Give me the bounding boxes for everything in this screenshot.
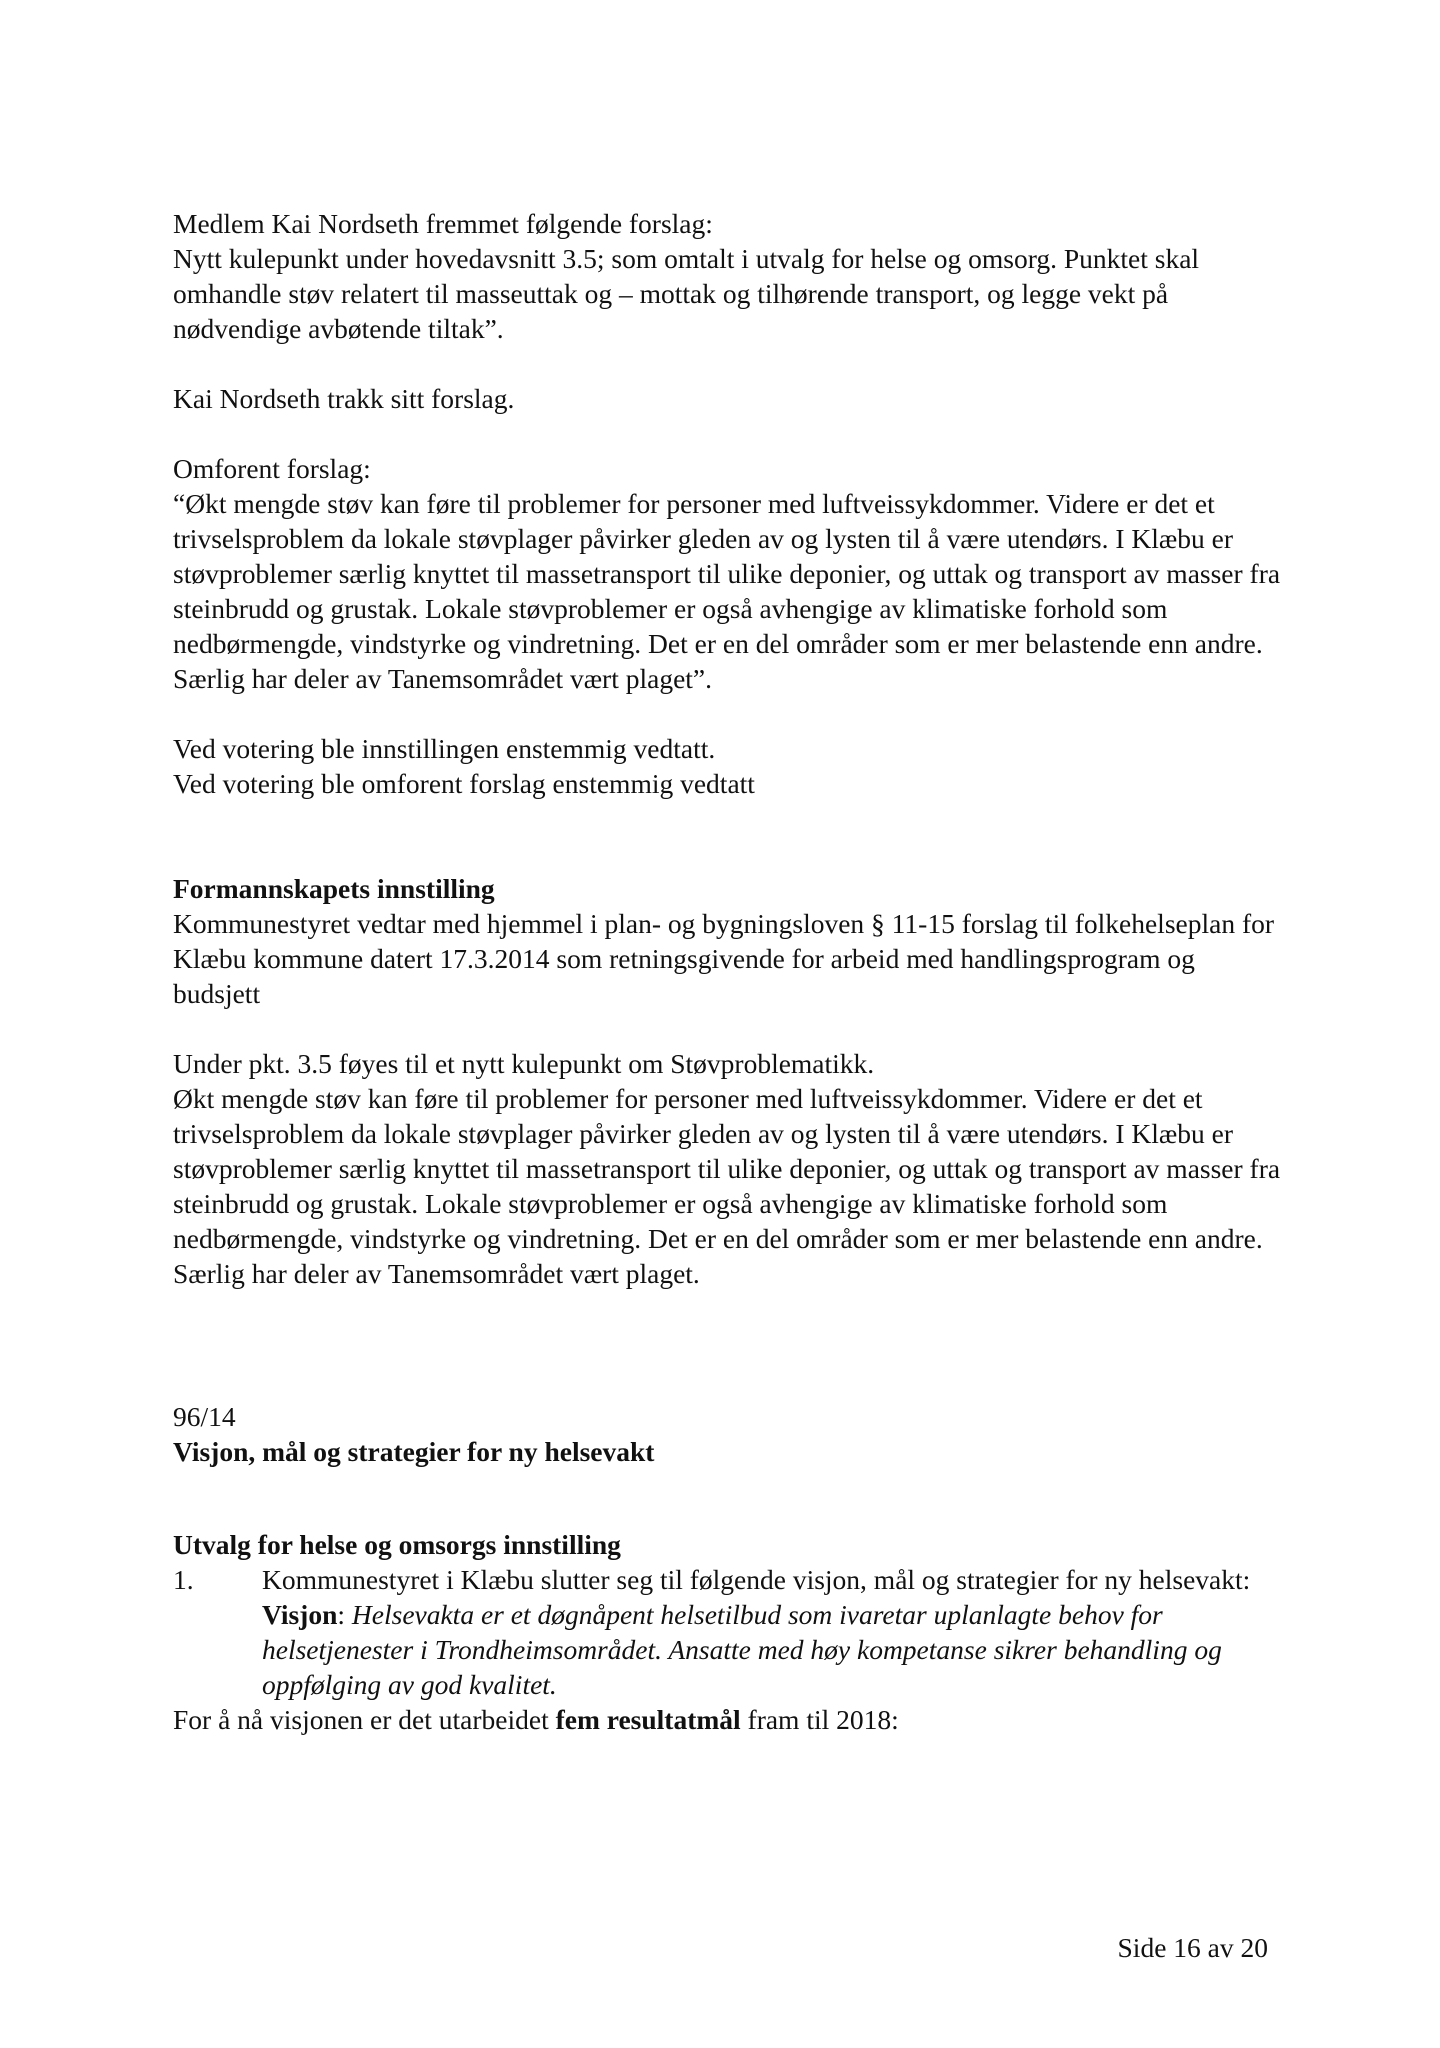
item-text: Kommunestyret i Klæbu slutter seg til følgende visjon, mål og strategier for ny helsevakt: [262, 1564, 1251, 1595]
vision-paragraph [262, 1597, 1288, 1702]
item-body [262, 1562, 1288, 1702]
case-number: 96/14 [173, 1401, 236, 1432]
goals-suffix: fram til 2018: [740, 1704, 899, 1735]
agreed-proposal-heading: Omforent forslag: [173, 453, 371, 484]
vision-label: Visjon [262, 1599, 338, 1630]
proposal-withdrawn: Kai Nordseth trakk sitt forslag. [173, 383, 515, 414]
addition-intro: Under pkt. 3.5 føyes til et nytt kulepunkt om Støvproblematikk. [173, 1048, 875, 1079]
document-body [173, 206, 1288, 1737]
vision-colon: : [337, 1599, 352, 1630]
goals-line [173, 1702, 1288, 1737]
formannskap-text: Kommunestyret vedtar med hjemmel i plan- og bygningsloven § 11-15 forslag til folkehelseplan for Klæbu kommune datert 17.3.2014 som retningsgivende for arbeid med handlingsprogram og budsjett [173, 908, 1275, 1009]
agreed-proposal-text: “Økt mengde støv kan føre til problemer for personer med luftveissykdommer. Videre er det et trivselsproblem da lokale støvplager påvirker gleden av og lysten til å være utendørs. I Klæbu er støvproblemer særlig knyttet til massetransport til ulike deponier, og uttak og transport av masser fra steinbrudd og grustak. Lokale støvproblemer er også avhengige av klimatiske forhold som nedbørmengde, vindstyrke og vindretning. Det er en del områder som er mer belastende enn andre. Særlig har deler av Tanemsområdet vært plaget”. [173, 488, 1281, 694]
vote-result-1: Ved votering ble innstillingen enstemmig vedtatt. [173, 733, 716, 764]
proposal-intro: Medlem Kai Nordseth fremmet følgende forslag: [173, 208, 713, 239]
page-number: Side 16 av 20 [1117, 1932, 1268, 1963]
addition-text: Økt mengde støv kan føre til problemer for personer med luftveissykdommer. Videre er det et trivselsproblem da lokale støvplager påvirker gleden av og lysten til å være utendørs. I Klæbu er støvproblemer særlig knyttet til massetransport til ulike deponier, og uttak og transport av masser fra steinbrudd og grustak. Lokale støvproblemer er også avhengige av klimatiske forhold som nedbørmengde, vindstyrke og vindretning. Det er en del områder som er mer belastende enn andre. Særlig har deler av Tanemsområdet vært plaget. [173, 1083, 1281, 1289]
item-number: 1. [173, 1564, 194, 1595]
case-title: Visjon, mål og strategier for ny helsevakt [173, 1436, 655, 1467]
numbered-item [173, 1562, 1288, 1702]
goals-bold: fem resultatmål [555, 1704, 741, 1735]
vision-text: Helsevakta er et døgnåpent helsetilbud som ivaretar uplanlagte behov for helsetjenester i Trondheimsområdet. Ansatte med høy kompetanse sikrer behandling og oppfølging av god kvalitet. [262, 1599, 1222, 1700]
proposal-text: Nytt kulepunkt under hovedavsnitt 3.5; som omtalt i utvalg for helse og omsorg. Punktet skal omhandle støv relatert til masseuttak og – mottak og tilhørende transport, og legge vekt på nødvendige avbøtende tiltak”. [173, 243, 1200, 344]
vote-result-2: Ved votering ble omforent forslag enstemmig vedtatt [173, 768, 755, 799]
goals-prefix: For å nå visjonen er det utarbeidet [173, 1704, 556, 1735]
formannskap-heading: Formannskapets innstilling [173, 873, 495, 904]
utvalg-heading: Utvalg for helse og omsorgs innstilling [173, 1529, 621, 1560]
